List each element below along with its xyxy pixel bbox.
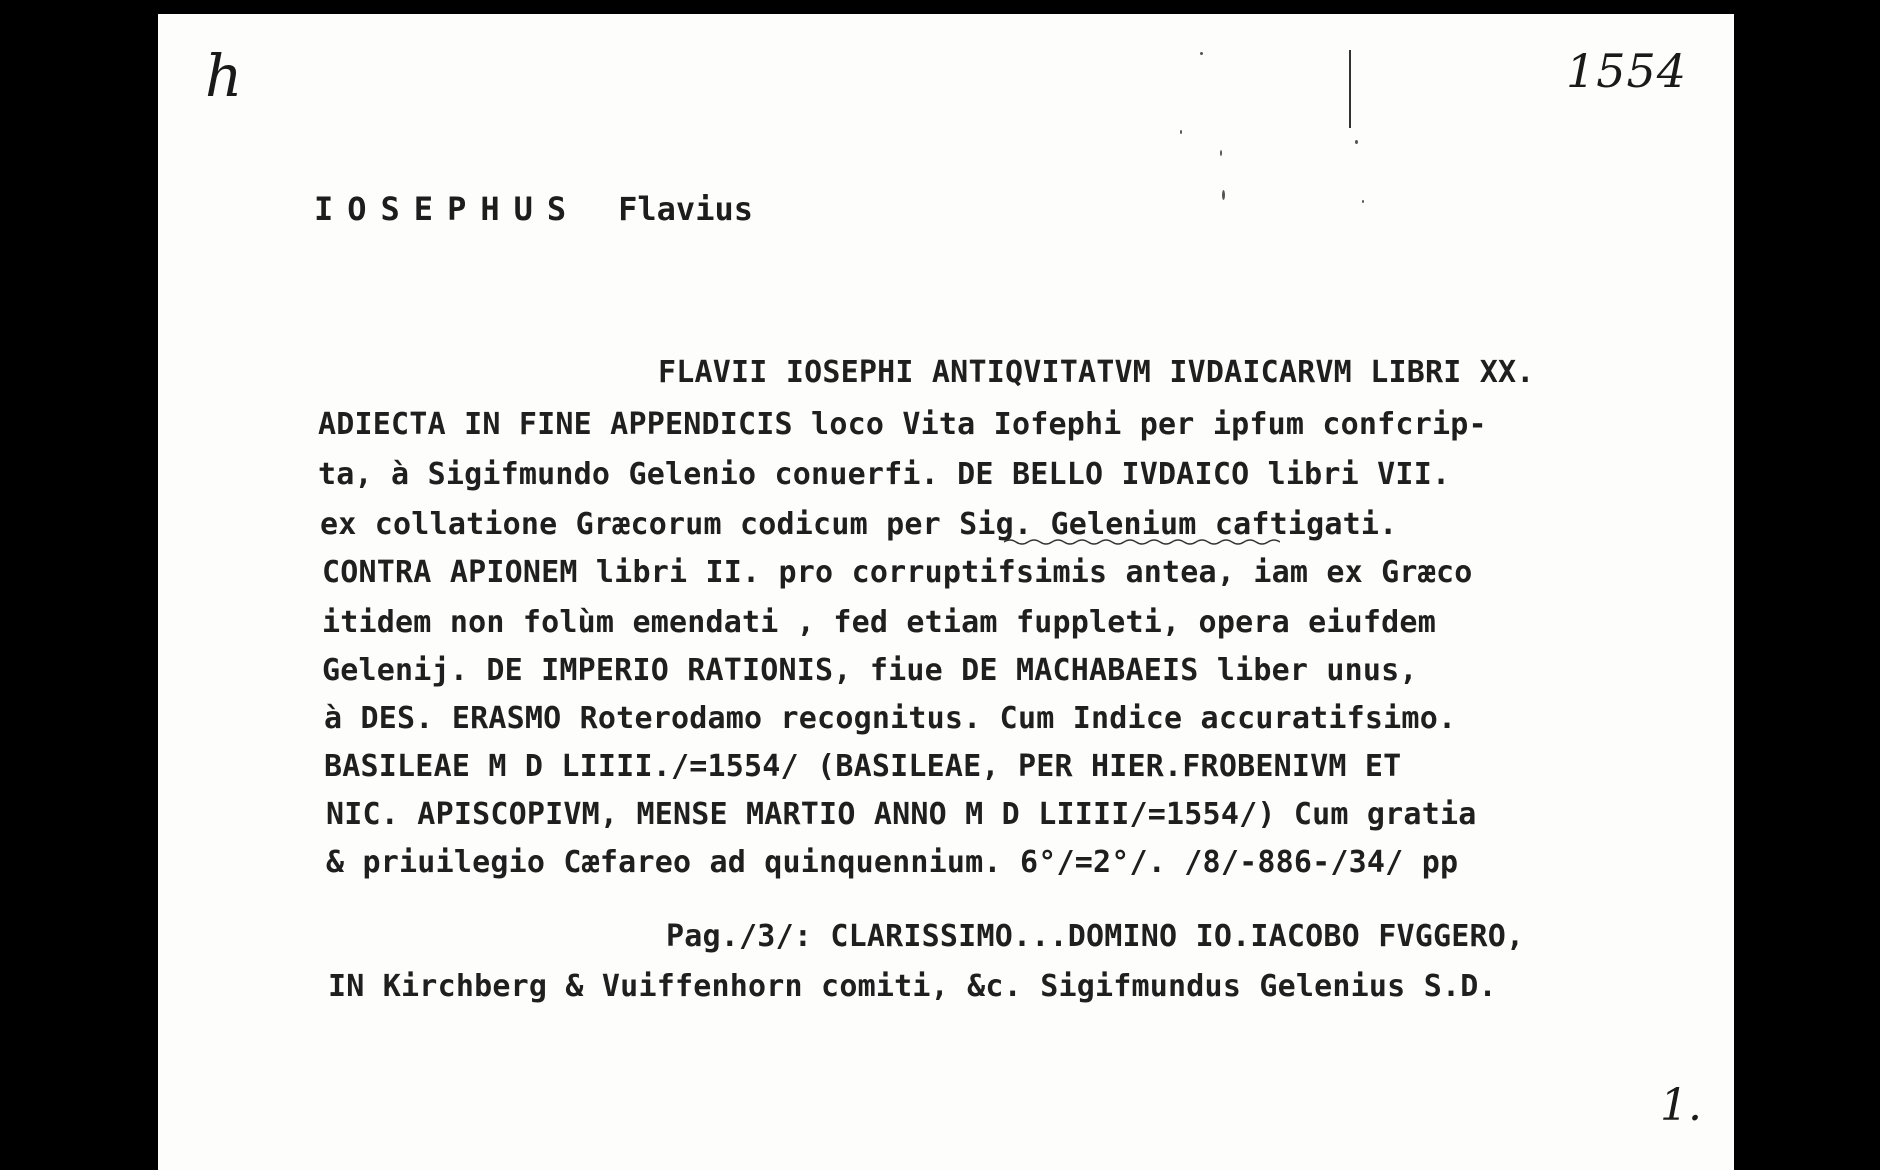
imprint-line-1: BASILEAE M D LIIII./=1554/ (BASILEAE, PER HIER.FROBENIVM ET — [324, 749, 1402, 784]
top-border — [158, 0, 1740, 14]
title-line-8: à DES. ERASMO Roterodamo recognitus. Cum Indice accuratifsimo. — [324, 701, 1457, 736]
author-surname: IOSEPHUS — [314, 190, 581, 228]
collation-line: & priuilegio Cæfareo ad quinquennium. 6°/=2°/. /8/-886-/34/ pp — [326, 845, 1459, 880]
title-line-5: CONTRA APIONEM libri II. pro corruptifsimis antea, iam ex Græco — [322, 555, 1473, 590]
handwritten-card-number: 1. — [1660, 1080, 1702, 1131]
title-line-3: ta, à Sigifmundo Gelenio conuerfi. DE BELLO IVDAICO libri VII. — [318, 457, 1451, 492]
wavy-underline — [1004, 538, 1280, 546]
author-given-name: Flavius — [618, 190, 753, 228]
imprint-line-2: NIC. APISCOPIVM, MENSE MARTIO ANNO M D LIIII/=1554/) Cum gratia — [326, 797, 1477, 832]
title-line-2: ADIECTA IN FINE APPENDICIS loco Vita Iofephi per ipfum confcrip- — [318, 407, 1487, 442]
dedication-line-1: Pag./3/: CLARISSIMO...DOMINO IO.IACOBO FVGGERO, — [666, 919, 1525, 954]
title-line-7: Gelenij. DE IMPERIO RATIONIS, fiue DE MACHABAEIS liber unus, — [322, 653, 1418, 688]
scan-specks — [1140, 40, 1380, 240]
title-line-4: ex collatione Græcorum codicum per Sig. Gelenium caftigati. — [320, 507, 1398, 542]
dedication-line-2: IN Kirchberg & Vuiffenhorn comiti, &c. Sigifmundus Gelenius S.D. — [328, 969, 1497, 1004]
handwritten-year: 1554 — [1566, 44, 1688, 98]
title-line-6: itidem non folùm emendati , fed etiam fuppleti, opera eiufdem — [322, 605, 1436, 640]
author-heading — [314, 190, 753, 228]
title-line-1: FLAVII IOSEPHI ANTIQVITATVM IVDAICARVM LIBRI XX. — [658, 355, 1535, 390]
handwritten-mark-top-left: h — [205, 42, 243, 110]
